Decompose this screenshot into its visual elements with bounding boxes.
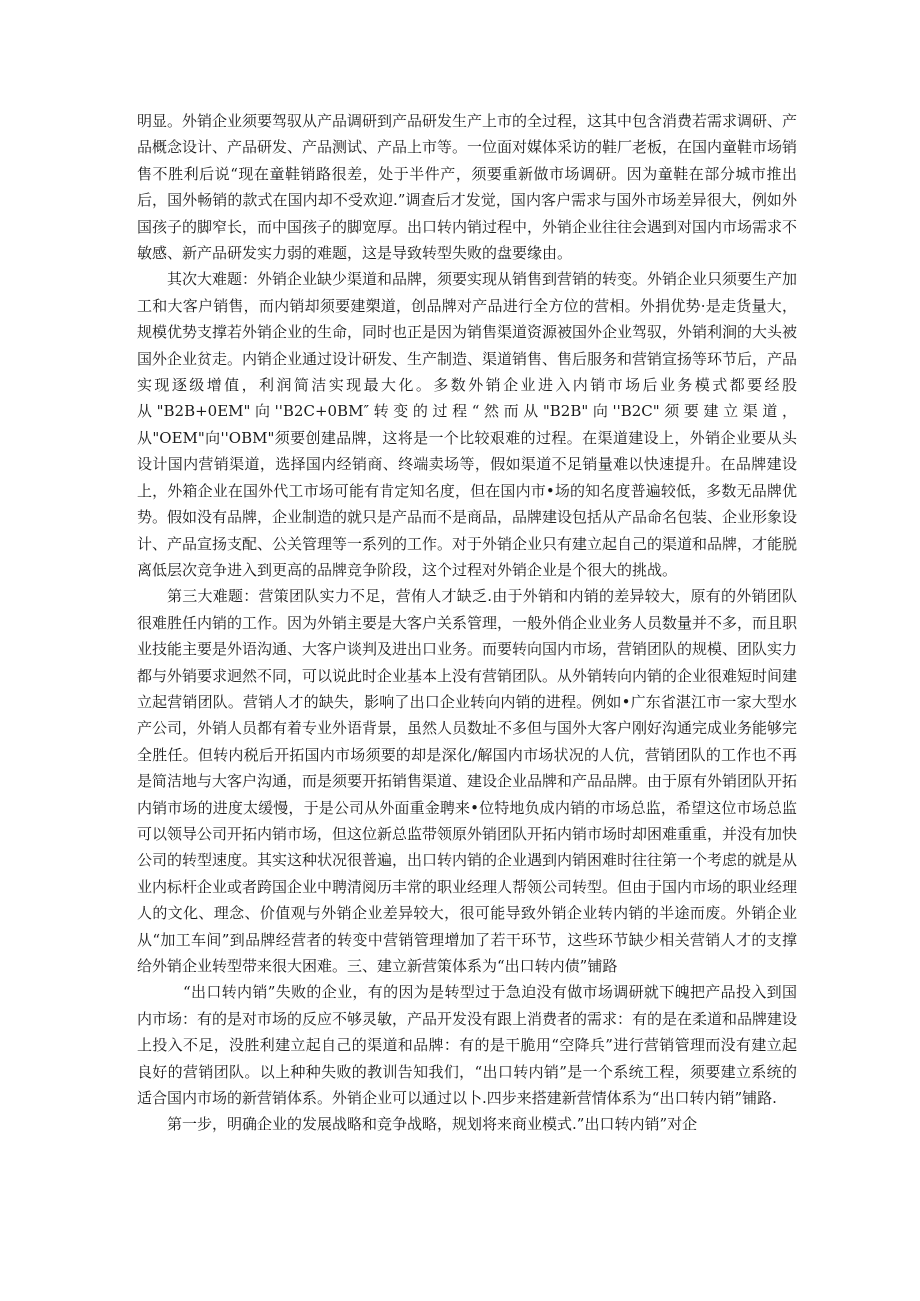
- paragraph-1: 明显。外销企业须要驾驭从产品调研到产品研发生产上市的全过程，这其中包含消费若需求调研、产品概念设计、产品研发、产品测试、产品上市等。一位面对媒体采访的鞋厂老板，在国内童鞋市场销售不胜利后说“现在童鞋销路很差，处于半件产，须要重新做市场调研。因为童鞋在部分城市推出后，国外畅销的款式在国内却不受欢迎.”调查后才发觉，国内客户需求与国外市场差异很大，例如外国孩子的脚窄长，而中国孩子的脚宽厚。出口转内销过程中，外销企业往往会遇到对国内市场需求不敏感、新产品研发实力弱的难题，这是导致转型失败的盘要缘由。: [137, 112, 798, 263]
- paragraph-3: 第三大难题：营策团队实力不足，营侑人才缺乏.由于外销和内销的差异较大，原有的外销团队很难胜任内销的工作。因为外销主要是大客户关系管理，一般外俏企业业务人员数量并不多，而且职业技能主要是外语沟通、大客户谈判及进出口业务。而要转向国内市场，营销团队的规模、团队实力都与外销要求迥然不同，可以说此时企业基本上没有营销团队。从外销转向内销的企业很难短时间建立起营销团队。营销人才的缺失，影响了出口企业转向内销的进程。例如•广东省湛江市一家大型水产公司，外销人员都有着专业外语背景，虽然人员数址不多但与国外大客户刚好沟通完成业务能够完全胜任。但转内税后开拓国内市场须要的却是深化/解国内市场状况的人伉，营销团队的工作也不再是简洁地与大客户沟通，而是须要开拓销售渠道、建设企业品牌和产品品牌。由于原有外销团队开拓内销市场的进度太缓慢，于是公司从外面重金聘来•位特地负成内销的市场总监，希望这位市场总监可以领导公司开拓内销市场，但这位新总监带领原外销团队开拓内销市场时却困难重重，并没有加快公司的转型速度。其实这种状况很普遍，出口转内销的企业遇到内销困难时往往第一个考虑的就是从业内标杆企业或者跨国企业中聘清阅历丰常的职业经理人帮领公司转型。但由于国内市场的职业经理人的文化、理念、价值观与外销企业差异较大，很可能导致外销企业转内销的半途而废。外销企业从“加工车间”到品牌经营者的转变中营销管理增加了若干环节，这些环节缺少相关营销人才的支撑给外销企业转型带来很大困难。三、建立新营策体系为“出口转内债”铺路: [137, 587, 798, 975]
- paragraph-4: “出口转内销”失败的企业，有的因为是转型过于急迫没有做市场调研就下魄把产品投入到国内市场：有的是对市场的反应不够灵敏，产品开发没有跟上消费者的需求：有的是在柔道和品牌建设上投入不足，没胜利建立起自己的渠道和品牌：有的是干脆用“空降兵”进行营销管理而没有建立起良好的营销团队。以上种种失败的教训告知我们，“出口转内销”是一个系统工程，须要建立系统的适合国内市场的新营销体系。外销企业可以通过以卜.四步来搭建新营情体系为“出口转内销”铺路.: [137, 983, 798, 1108]
- paragraph-2: 其次大难题：外销企业缺少渠道和品牌，须要实现从销售到营销的转变。外销企业只须要生产加工和大客户销售，而内销却须要建槊道，创品牌对产品进行全方位的营相。外捐优势·是走货量大，规模优势支撑若外销企业的生命，同时也正是因为销售渠道资源被国外企业驾驭，外销利涧的大头被国外企业贫走。内销企业通过设计研发、生产制造、渠道销售、售后服务和营销宣扬等环节后，产品实现逐级增值，利润简洁实现最大化。多数外销企业进入内销市场后业务模式都要经股从"B2B+0EM"向''B2C+0BM″转变的过程“然而从"B2B"向''B2C"须要建立渠道，从"OEM"向''OBM"须要创建品牌，这将是一个比较艰难的过程。在渠道建设上，外销企业要从头设计国内营销渠道，选择国内经销商、终端卖场等，假如渠道不足销量难以快速提升。在品牌建设上，外箱企业在国外代工市场可能有肯定知名度，但在国内市•场的知名度普遍较低，多数无品牌优势。假如没有品牌，企业制造的就只是产品而不是商品，品牌建设包括从产品命名包装、企业形象设计、产品宣扬支配、公关管理等一系列的工作。对于外销企业只有建立起自己的渠道和品牌，才能脱离低层次竞争进入到更高的品牌竞争阶段，这个过程对外销企业是个很大的挑战。: [137, 270, 798, 579]
- document-page: [137, 108, 797, 1138]
- paragraph-5: 第一步，明确企业的发展战略和竞争战略，规划将来商业模式.”出口转内销”对企: [167, 1115, 698, 1134]
